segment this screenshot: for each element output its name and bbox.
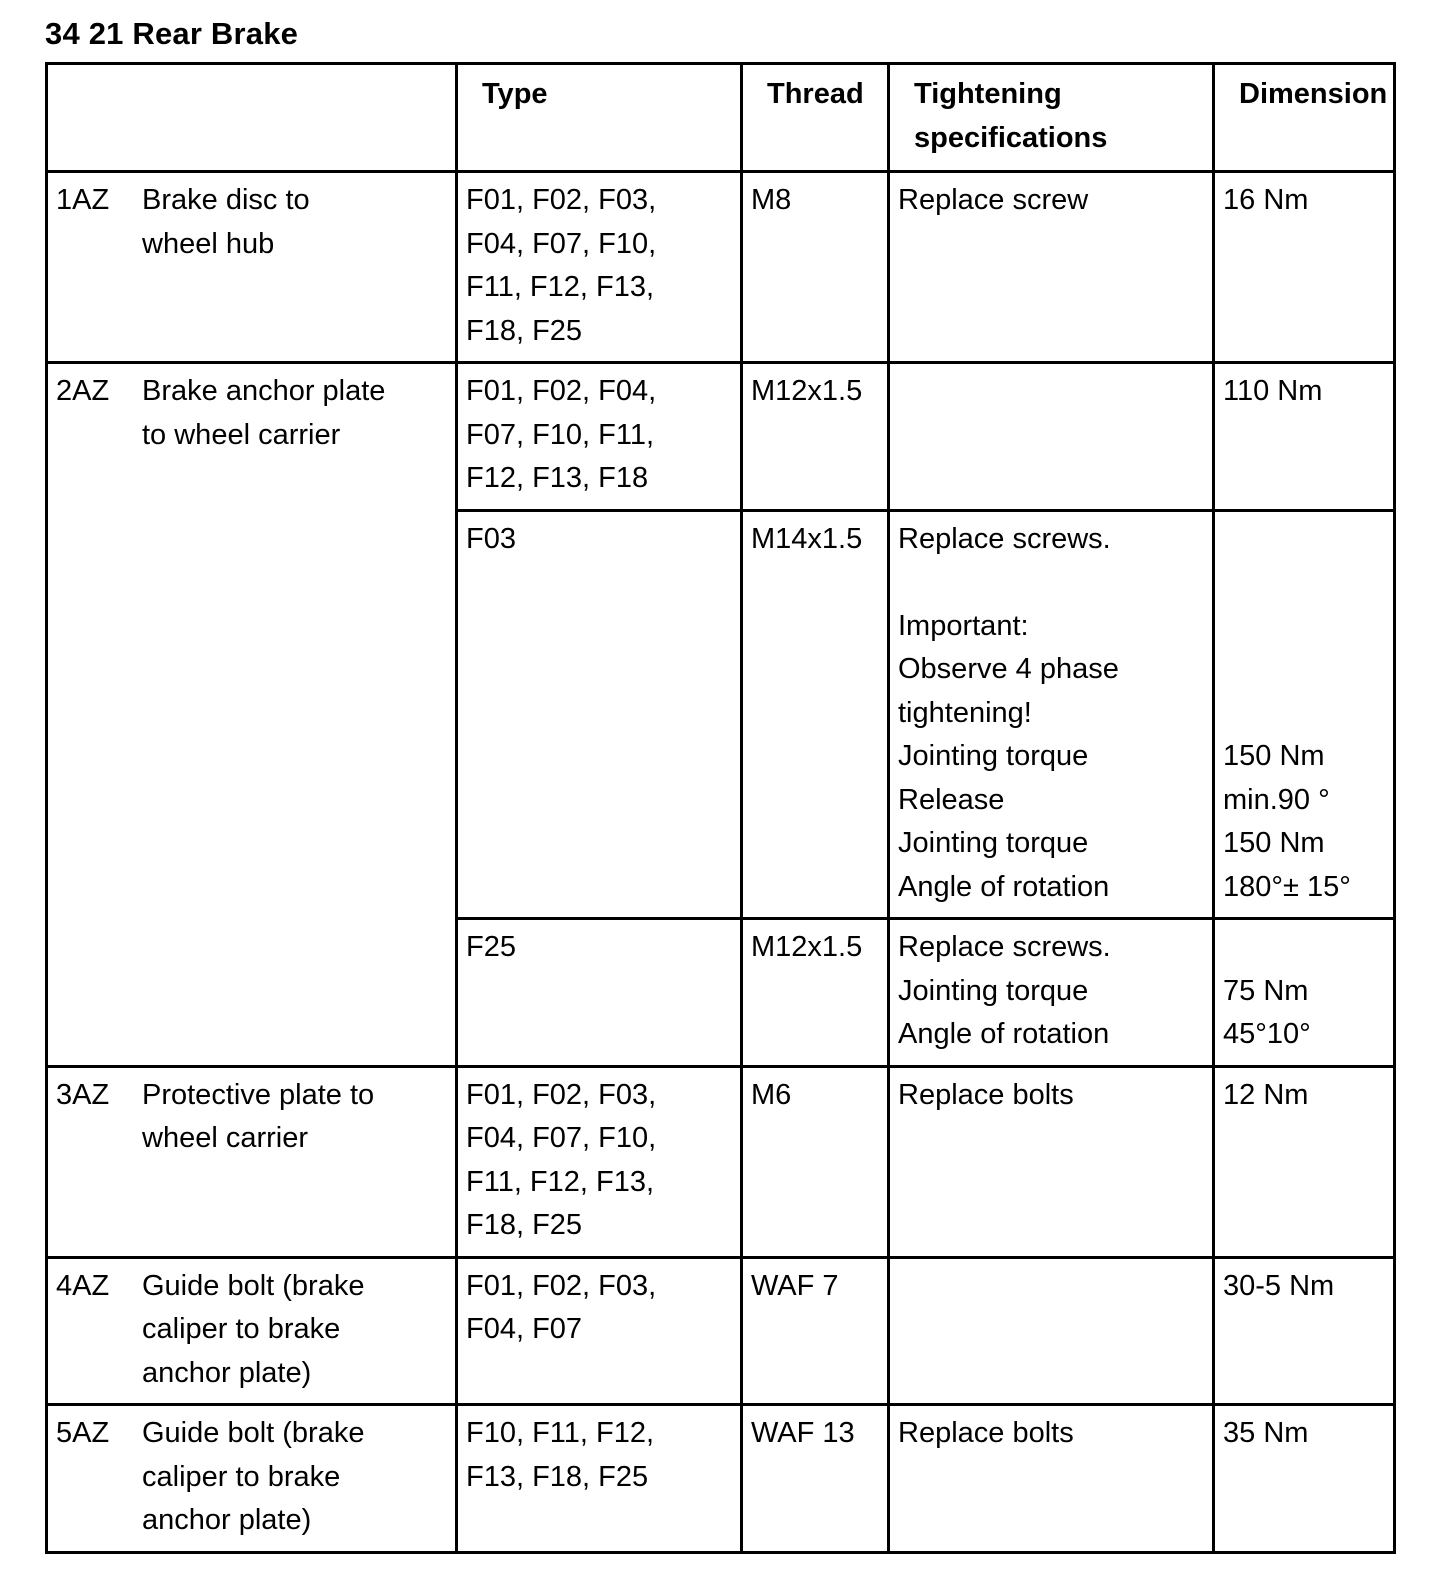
table-row-2az-sub1	[47, 363, 1395, 511]
table-row-1az	[47, 172, 1395, 363]
header-tightening: Tightening specifications	[889, 64, 1214, 172]
type-cell: F25	[457, 919, 742, 1067]
row-id: 4AZ	[56, 1269, 110, 1302]
tightening-cell: Replace bolts	[889, 1066, 1214, 1257]
dimension-cell: 150 Nm min.90 ° 150 Nm 180°± 15°	[1214, 510, 1395, 919]
dimension-cell: 110 Nm	[1214, 363, 1395, 511]
thread-cell: WAF 7	[742, 1257, 889, 1405]
thread-cell: M12x1.5	[742, 919, 889, 1067]
type-cell: F01, F02, F03, F04, F07	[457, 1257, 742, 1405]
row-label-cell	[47, 1257, 457, 1405]
table-row-5az	[47, 1405, 1395, 1553]
header-row	[47, 64, 1395, 172]
header-type: Type	[457, 64, 742, 172]
header-dimension: Dimension	[1214, 64, 1395, 172]
tightening-cell: Replace screw	[889, 172, 1214, 363]
type-cell: F01, F02, F04, F07, F10, F11, F12, F13, F18	[457, 363, 742, 511]
dimension-cell: 30-5 Nm	[1214, 1257, 1395, 1405]
type-cell: F01, F02, F03, F04, F07, F10, F11, F12, F13, F18, F25	[457, 1066, 742, 1257]
torque-spec-table	[45, 62, 1396, 1554]
dimension-cell: 75 Nm 45°10°	[1214, 919, 1395, 1067]
row-id: 5AZ	[56, 1417, 110, 1449]
row-label-cell	[47, 172, 457, 363]
row-label-cell	[47, 363, 457, 1067]
row-id: 1AZ	[56, 184, 110, 216]
row-id: 2AZ	[56, 375, 110, 407]
tightening-cell: Replace screws. Important: Observe 4 phase tightening! Jointing torque Release Jointing torque Angle of rotation	[889, 510, 1214, 919]
dimension-cell: 16 Nm	[1214, 172, 1395, 363]
page-title: 34 21 Rear Brake	[45, 16, 299, 51]
row-label-cell	[47, 1405, 457, 1553]
row-description: Brake disc to wheel hub	[142, 184, 310, 260]
row-id: 3AZ	[56, 1078, 110, 1111]
dimension-cell: 35 Nm	[1214, 1405, 1395, 1553]
header-thread: Thread	[742, 64, 889, 172]
type-cell: F10, F11, F12, F13, F18, F25	[457, 1405, 742, 1553]
tightening-cell	[889, 363, 1214, 511]
header-label-cell	[47, 64, 457, 172]
table-row-3az	[47, 1066, 1395, 1257]
row-description: Guide bolt (brake caliper to brake anchor plate)	[142, 1417, 365, 1536]
type-cell: F01, F02, F03, F04, F07, F10, F11, F12, F13, F18, F25	[457, 172, 742, 363]
tightening-cell: Replace screws. Jointing torque Angle of rotation	[889, 919, 1214, 1067]
thread-cell: WAF 13	[742, 1405, 889, 1553]
thread-cell: M8	[742, 172, 889, 363]
thread-cell: M12x1.5	[742, 363, 889, 511]
thread-cell: M6	[742, 1066, 889, 1257]
type-cell: F03	[457, 510, 742, 919]
tightening-cell: Replace bolts	[889, 1405, 1214, 1553]
row-label-cell	[47, 1066, 457, 1257]
dimension-cell: 12 Nm	[1214, 1066, 1395, 1257]
table-row-4az	[47, 1257, 1395, 1405]
thread-cell: M14x1.5	[742, 510, 889, 919]
tightening-cell	[889, 1257, 1214, 1405]
row-description: Brake anchor plate to wheel carrier	[142, 375, 386, 451]
row-description: Guide bolt (brake caliper to brake anchor plate)	[142, 1269, 365, 1389]
row-description: Protective plate to wheel carrier	[142, 1078, 375, 1154]
